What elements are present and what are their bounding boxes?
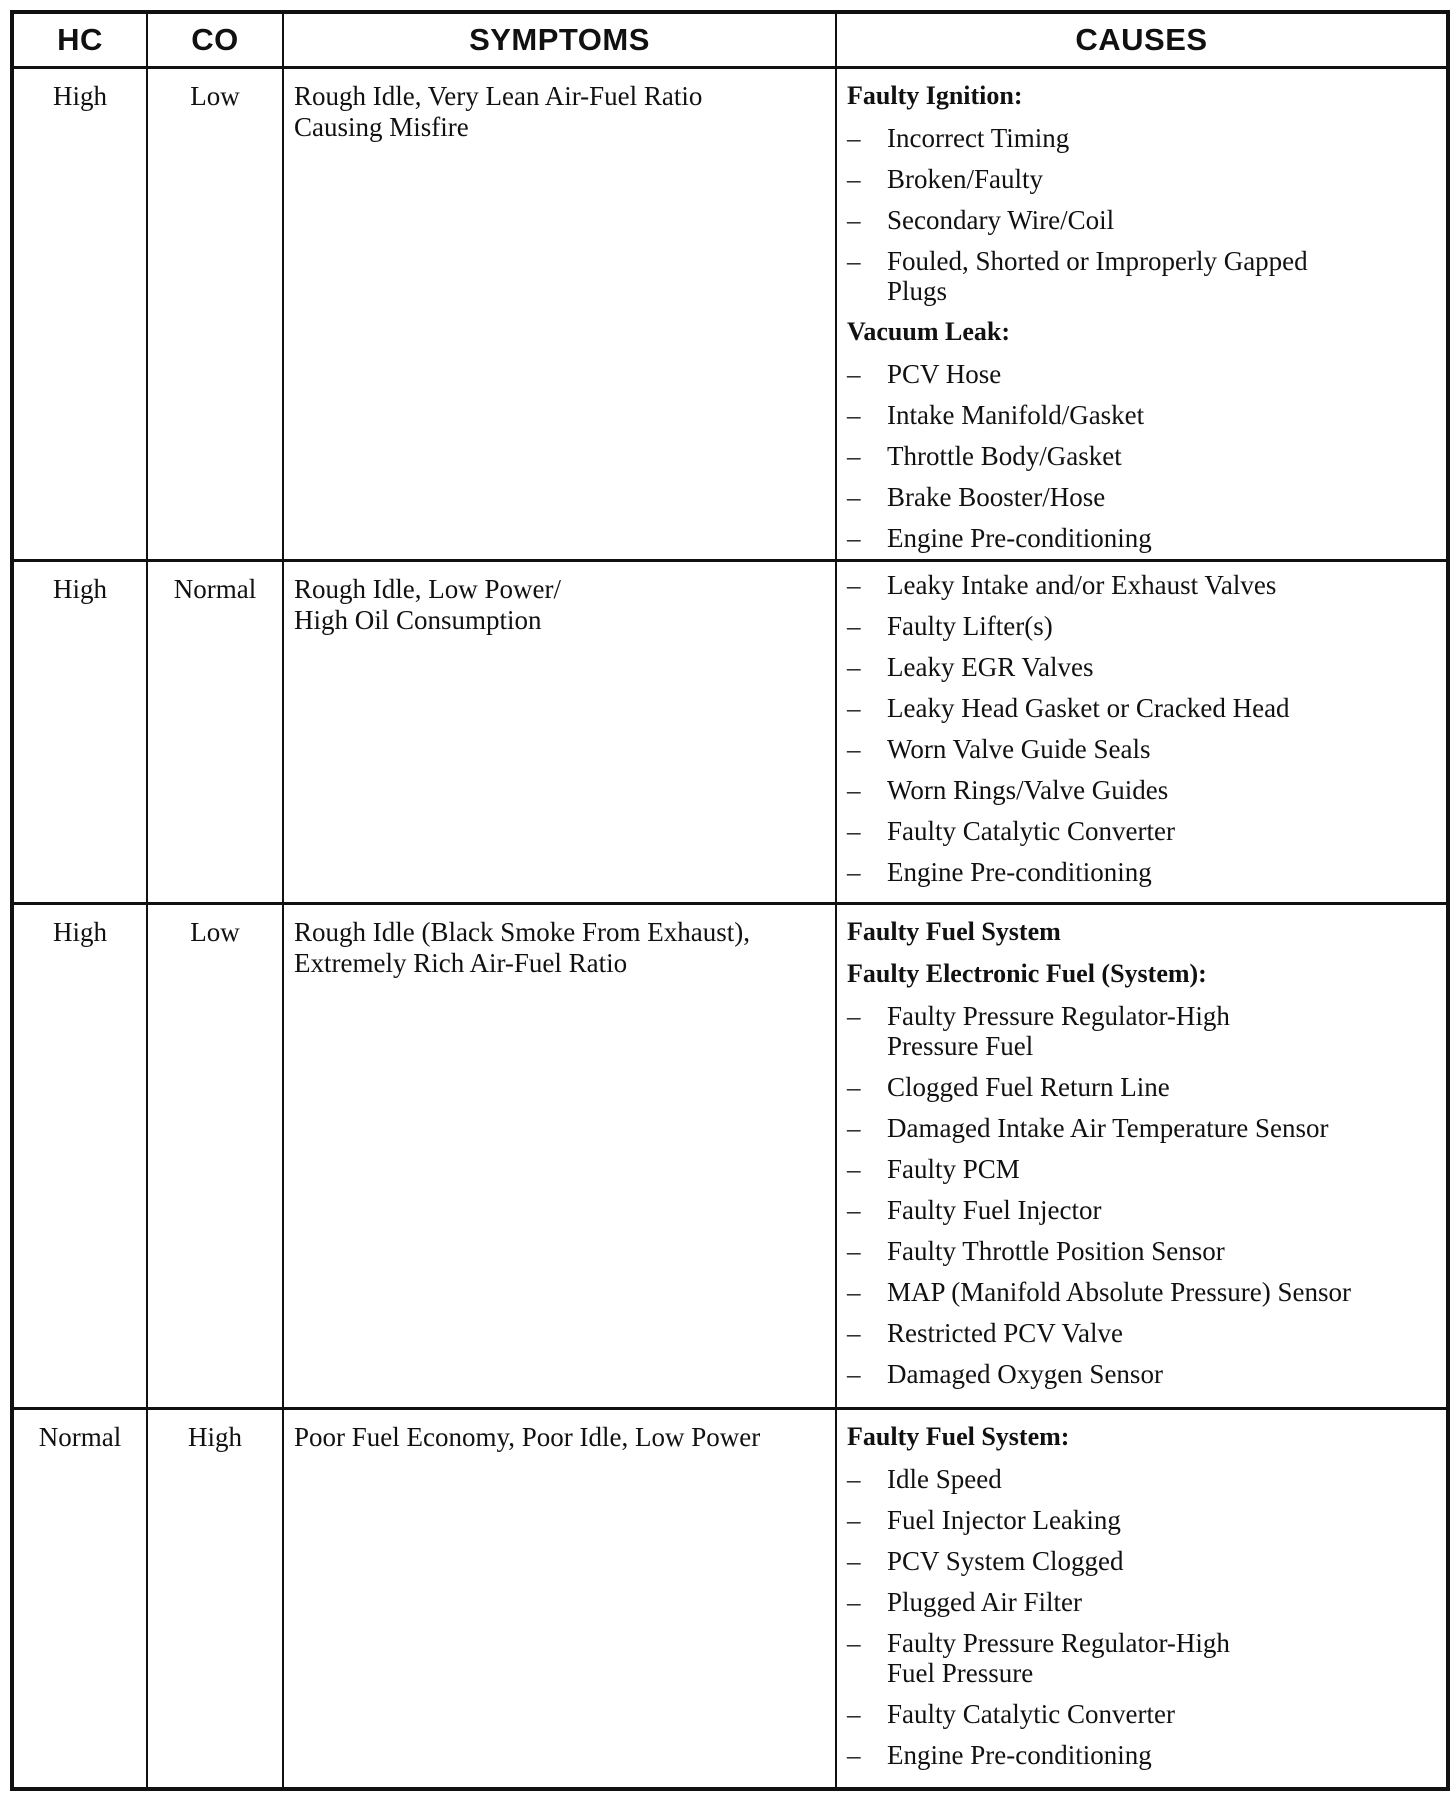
causes-cell (836, 68, 1448, 561)
symptom-line: Causing Misfire (294, 112, 469, 142)
cause-line: Idle Speed (887, 1464, 1002, 1494)
dash-bullet-icon: – (847, 1587, 861, 1617)
dash-bullet-icon: – (847, 246, 861, 276)
cause-item (847, 1236, 1436, 1266)
cause-line: Faulty Catalytic Converter (887, 1699, 1175, 1729)
table-row (12, 68, 1448, 561)
table-row (12, 561, 1448, 904)
cause-line: Broken/Faulty (887, 164, 1043, 194)
cause-item (847, 1001, 1436, 1061)
cause-line: Plugs (887, 276, 948, 306)
symptoms-cell (283, 1409, 836, 1789)
dash-bullet-icon: – (847, 693, 861, 723)
cause-item (847, 570, 1436, 600)
symptoms-cell (283, 904, 836, 1409)
dash-bullet-icon: – (847, 1628, 861, 1658)
cause-item (847, 1195, 1436, 1225)
cause-item (847, 1464, 1436, 1494)
dash-bullet-icon: – (847, 400, 861, 430)
causes-cell (836, 561, 1448, 904)
cause-line: Fuel Pressure (887, 1658, 1034, 1688)
hc-value: Normal (12, 1409, 147, 1789)
cause-item (847, 652, 1436, 682)
cause-line: Fuel Injector Leaking (887, 1505, 1121, 1535)
dash-bullet-icon: – (847, 205, 861, 235)
hc-value: High (12, 561, 147, 904)
dash-bullet-icon: – (847, 611, 861, 641)
cause-item (847, 1587, 1436, 1617)
co-value: Low (147, 68, 283, 561)
cause-line: Leaky Head Gasket or Cracked Head (887, 693, 1290, 723)
cause-item (847, 1154, 1436, 1184)
cause-item (847, 1359, 1436, 1389)
dash-bullet-icon: – (847, 1072, 861, 1102)
cause-line: Incorrect Timing (887, 123, 1070, 153)
cause-line: Engine Pre-conditioning (887, 523, 1152, 553)
dash-bullet-icon: – (847, 1113, 861, 1143)
cause-line: Faulty Fuel Injector (887, 1195, 1102, 1225)
cause-line: Faulty Lifter(s) (887, 611, 1053, 641)
symptoms-cell (283, 68, 836, 561)
dash-bullet-icon: – (847, 1154, 861, 1184)
cause-line: MAP (Manifold Absolute Pressure) Sensor (887, 1277, 1351, 1307)
header-row (12, 12, 1448, 68)
cause-item (847, 1072, 1436, 1102)
symptoms-cell (283, 561, 836, 904)
dash-bullet-icon: – (847, 775, 861, 805)
symptom-line: Rough Idle, Low Power/ (294, 574, 561, 604)
cause-item (847, 1113, 1436, 1143)
cause-item (847, 1740, 1436, 1770)
dash-bullet-icon: – (847, 1318, 861, 1348)
dash-bullet-icon: – (847, 123, 861, 153)
header-causes: CAUSES (836, 12, 1448, 68)
co-value: High (147, 1409, 283, 1789)
header-symptoms: SYMPTOMS (283, 12, 836, 68)
cause-item (847, 1699, 1436, 1729)
cause-line: Restricted PCV Valve (887, 1318, 1123, 1348)
cause-line: Throttle Body/Gasket (887, 441, 1122, 471)
dash-bullet-icon: – (847, 1546, 861, 1576)
table-row (12, 1409, 1448, 1789)
dash-bullet-icon: – (847, 1001, 861, 1031)
symptom-line: Extremely Rich Air-Fuel Ratio (294, 948, 628, 978)
hc-value: High (12, 68, 147, 561)
cause-heading: Faulty Electronic Fuel (System): (847, 959, 1207, 988)
cause-item (847, 1277, 1436, 1307)
cause-line: Pressure Fuel (887, 1031, 1034, 1061)
cause-item (847, 441, 1436, 471)
cause-line: Secondary Wire/Coil (887, 205, 1115, 235)
cause-item (847, 816, 1436, 846)
cause-line: Brake Booster/Hose (887, 482, 1106, 512)
cause-line: Worn Rings/Valve Guides (887, 775, 1169, 805)
dash-bullet-icon: – (847, 164, 861, 194)
cause-line: Faulty PCM (887, 1154, 1020, 1184)
dash-bullet-icon: – (847, 734, 861, 764)
cause-line: PCV Hose (887, 359, 1002, 389)
cause-item (847, 734, 1436, 764)
cause-line: Leaky EGR Valves (887, 652, 1094, 682)
cause-line: Damaged Intake Air Temperature Sensor (887, 1113, 1329, 1143)
dash-bullet-icon: – (847, 523, 861, 553)
cause-line: PCV System Clogged (887, 1546, 1124, 1576)
cause-item (847, 359, 1436, 389)
cause-line: Faulty Pressure Regulator-High (887, 1628, 1230, 1658)
cause-item (847, 1628, 1436, 1688)
co-value: Normal (147, 561, 283, 904)
dash-bullet-icon: – (847, 652, 861, 682)
cause-line: Leaky Intake and/or Exhaust Valves (887, 570, 1277, 600)
cause-line: Engine Pre-conditioning (887, 1740, 1152, 1770)
dash-bullet-icon: – (847, 1195, 861, 1225)
cause-heading: Faulty Ignition: (847, 81, 1023, 110)
dash-bullet-icon: – (847, 1277, 861, 1307)
hc-value: High (12, 904, 147, 1409)
causes-cell (836, 1409, 1448, 1789)
cause-item (847, 482, 1436, 512)
dash-bullet-icon: – (847, 1740, 861, 1770)
cause-line: Worn Valve Guide Seals (887, 734, 1151, 764)
cause-line: Plugged Air Filter (887, 1587, 1082, 1617)
cause-item (847, 857, 1436, 887)
symptom-line: Rough Idle (Black Smoke From Exhaust), (294, 917, 750, 947)
cause-line: Faulty Pressure Regulator-High (887, 1001, 1230, 1031)
co-value: Low (147, 904, 283, 1409)
dash-bullet-icon: – (847, 1505, 861, 1535)
cause-line: Intake Manifold/Gasket (887, 400, 1145, 430)
cause-line: Damaged Oxygen Sensor (887, 1359, 1163, 1389)
table-row (12, 904, 1448, 1409)
symptom-line: Rough Idle, Very Lean Air-Fuel Ratio (294, 81, 703, 111)
diagnostic-table (10, 10, 1450, 1791)
cause-heading: Faulty Fuel System: (847, 1422, 1070, 1451)
header-hc: HC (12, 12, 147, 68)
causes-cell (836, 904, 1448, 1409)
cause-heading: Vacuum Leak: (847, 317, 1011, 346)
cause-line: Faulty Throttle Position Sensor (887, 1236, 1225, 1266)
header-co: CO (147, 12, 283, 68)
cause-item (847, 400, 1436, 430)
dash-bullet-icon: – (847, 1359, 861, 1389)
cause-item (847, 775, 1436, 805)
cause-item (847, 164, 1436, 194)
cause-item (847, 693, 1436, 723)
dash-bullet-icon: – (847, 359, 861, 389)
cause-item (847, 246, 1436, 306)
dash-bullet-icon: – (847, 1699, 861, 1729)
cause-item (847, 1546, 1436, 1576)
cause-item (847, 123, 1436, 153)
cause-item (847, 1505, 1436, 1535)
cause-line: Fouled, Shorted or Improperly Gapped (887, 246, 1308, 276)
dash-bullet-icon: – (847, 1464, 861, 1494)
symptom-line: High Oil Consumption (294, 605, 542, 635)
cause-line: Clogged Fuel Return Line (887, 1072, 1170, 1102)
cause-item (847, 1318, 1436, 1348)
cause-line: Faulty Catalytic Converter (887, 816, 1175, 846)
symptom-line: Poor Fuel Economy, Poor Idle, Low Power (294, 1422, 761, 1452)
cause-heading: Faulty Fuel System (847, 917, 1061, 946)
cause-line: Engine Pre-conditioning (887, 857, 1152, 887)
dash-bullet-icon: – (847, 482, 861, 512)
dash-bullet-icon: – (847, 1236, 861, 1266)
cause-item (847, 611, 1436, 641)
dash-bullet-icon: – (847, 570, 861, 600)
cause-item (847, 523, 1436, 553)
dash-bullet-icon: – (847, 857, 861, 887)
dash-bullet-icon: – (847, 816, 861, 846)
cause-item (847, 205, 1436, 235)
dash-bullet-icon: – (847, 441, 861, 471)
